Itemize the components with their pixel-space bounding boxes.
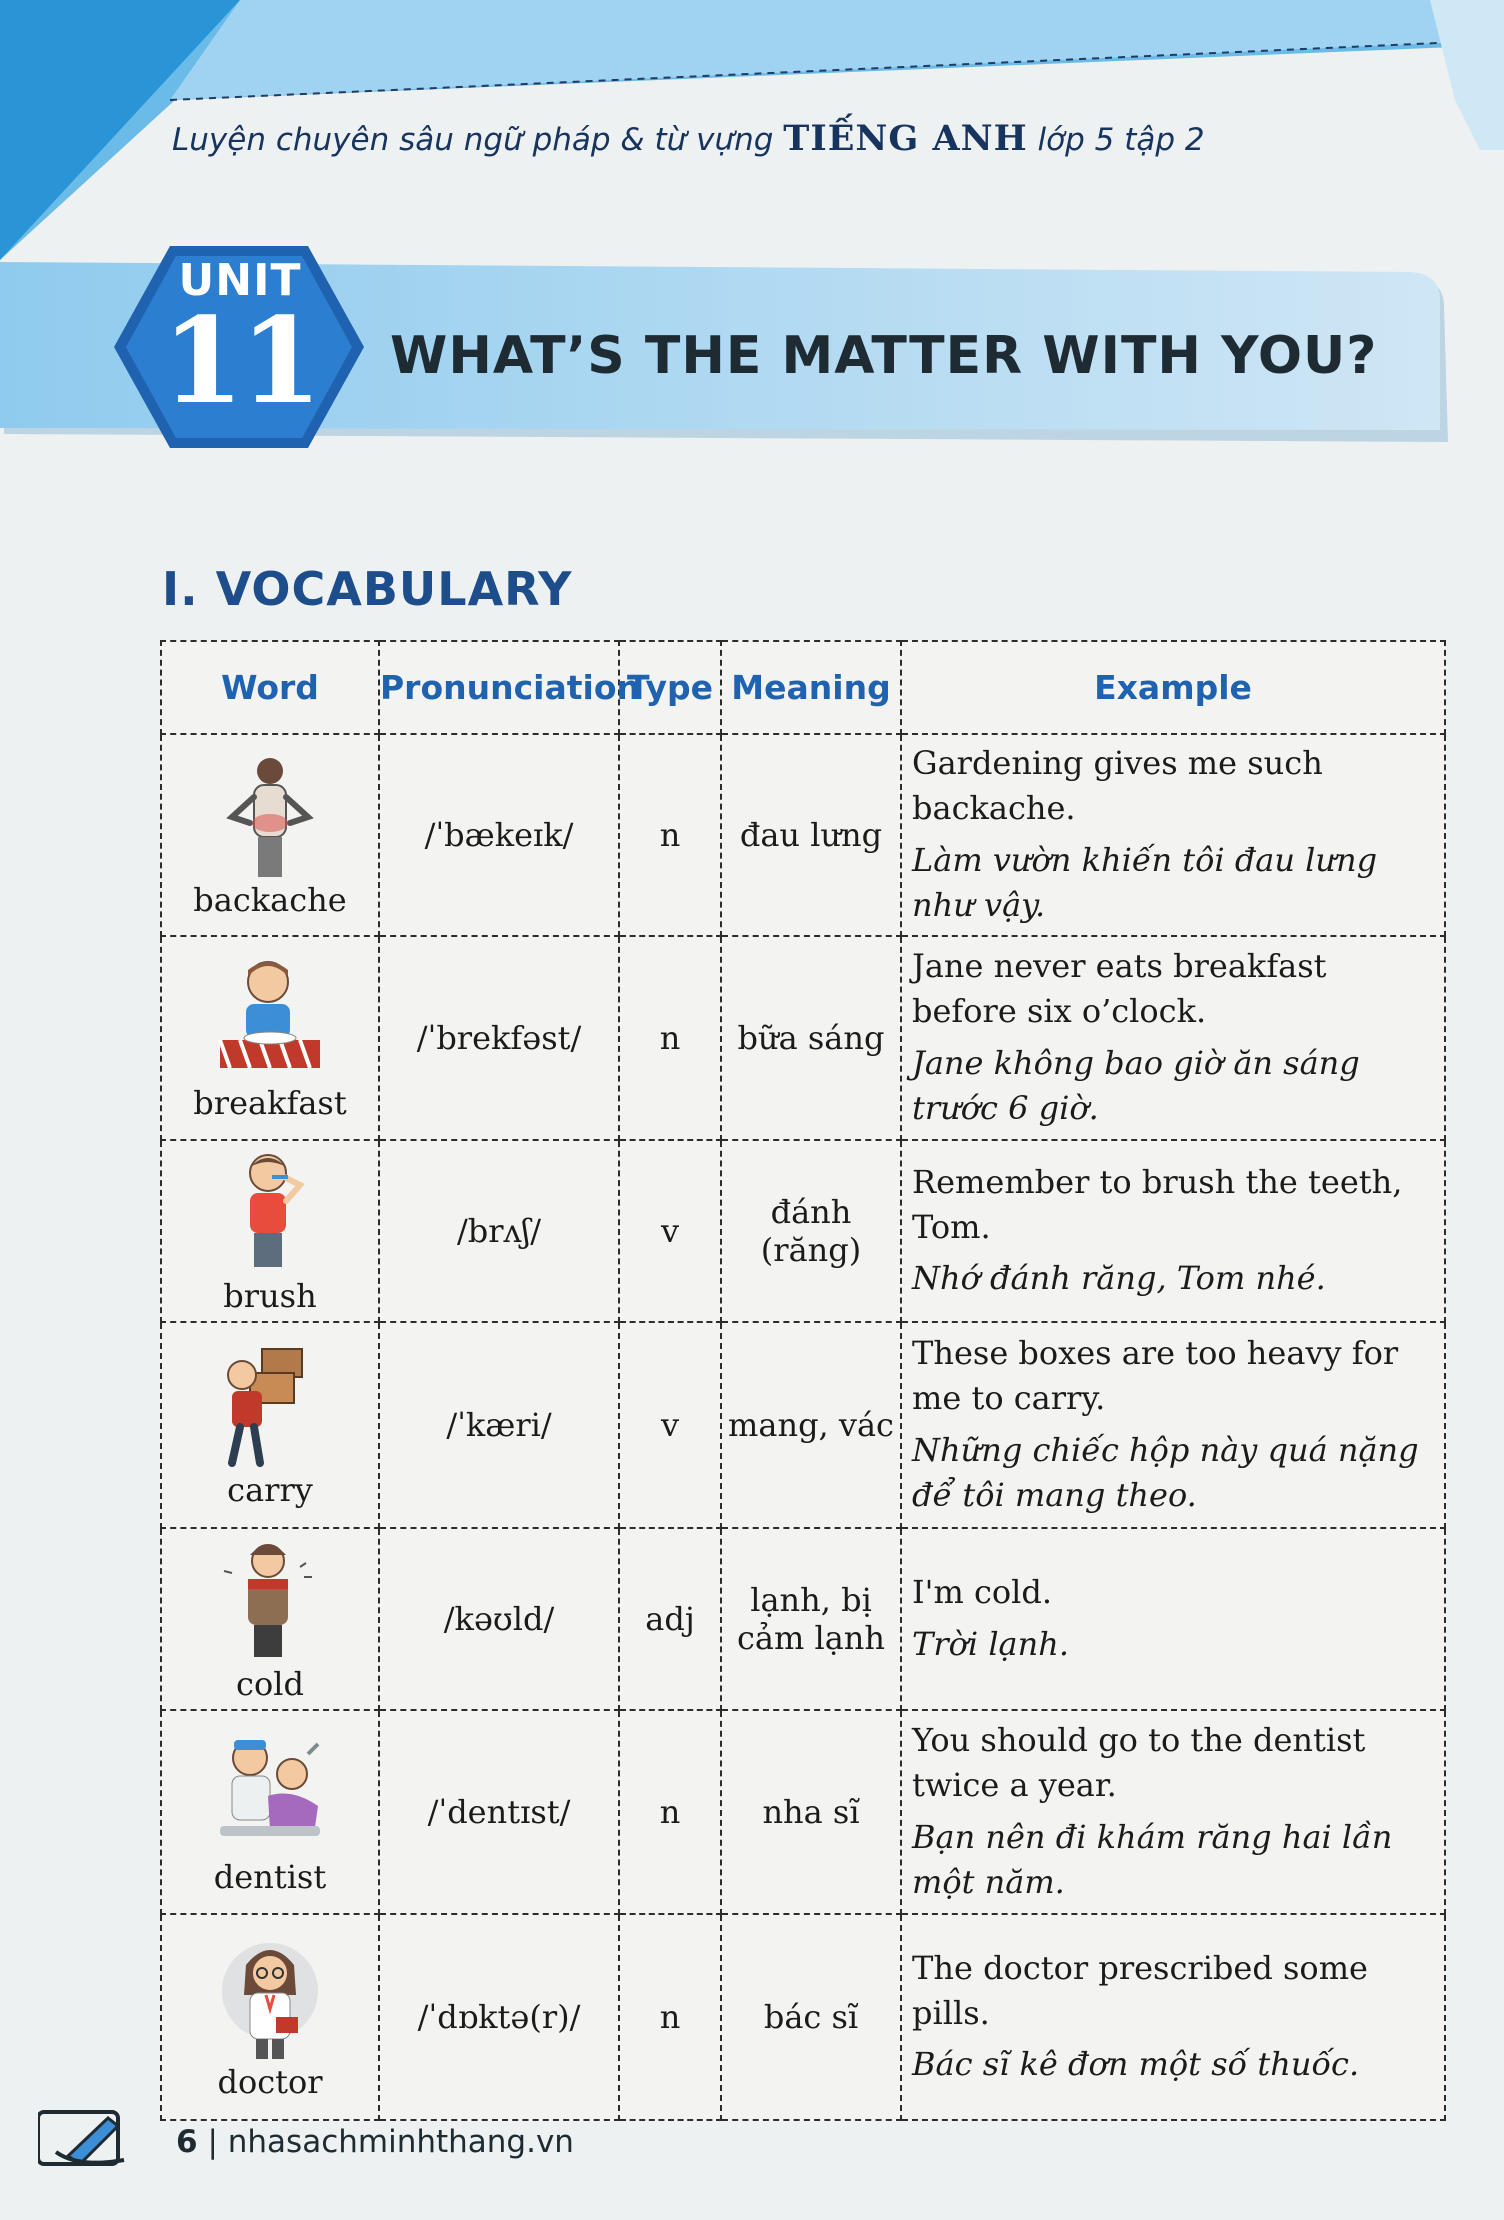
example-cell — [901, 1140, 1445, 1322]
example-cell — [901, 1322, 1445, 1528]
example-english: You should go to the dentist twice a year. — [912, 1720, 1366, 1805]
example-cell — [901, 1710, 1445, 1914]
pronunciation-cell: /ˈdɒktə(r)/ — [379, 1914, 619, 2120]
example-cell — [901, 734, 1445, 936]
table-row — [161, 1528, 1445, 1710]
meaning-cell: lạnh, bị cảm lạnh — [721, 1528, 901, 1710]
book-series-brand: TIẾNG ANH — [783, 118, 1028, 159]
example-english: Gardening gives me such backache. — [912, 744, 1323, 828]
table-header-row — [161, 641, 1445, 734]
vocabulary-table — [160, 640, 1446, 2121]
example-english: The doctor prescribed some pills. — [912, 1948, 1368, 2033]
unit-title: WHAT’S THE MATTER WITH YOU? — [390, 326, 1378, 386]
example-vietnamese: Trời lạnh. — [912, 1624, 1070, 1663]
meaning-cell: mang, vác — [721, 1322, 901, 1528]
word-label: brush — [223, 1276, 317, 1315]
pronunciation-cell: /ˈkæri/ — [379, 1322, 619, 1528]
example-english: Remember to brush the teeth, Tom. — [912, 1162, 1403, 1247]
table-row — [161, 1322, 1445, 1528]
type-cell: n — [619, 1914, 721, 2120]
example-cell — [901, 1914, 1445, 2120]
section-title: I. VOCABULARY — [162, 562, 573, 616]
example-cell — [901, 936, 1445, 1140]
example-english: I'm cold. — [912, 1573, 1053, 1612]
website-link[interactable]: nhasachminhthang.vn — [227, 2124, 574, 2160]
type-cell: n — [619, 936, 721, 1140]
meaning-cell: bác sĩ — [721, 1914, 901, 2120]
word-label: dentist — [213, 1857, 327, 1896]
doctor-illustration-icon — [210, 1935, 330, 2063]
example-english: These boxes are too heavy for me to carry. — [912, 1333, 1399, 1418]
example-vietnamese: Bạn nên đi khám răng hai lần một năm. — [912, 1817, 1393, 1902]
backache-illustration-icon — [210, 753, 330, 881]
pronunciation-cell: /ˈbækeɪk/ — [379, 734, 619, 936]
type-cell: adj — [619, 1528, 721, 1710]
word-label: breakfast — [193, 1083, 347, 1122]
column-header: Type — [619, 641, 721, 734]
table-row — [161, 1140, 1445, 1322]
book-series-title: Luyện chuyên sâu ngữ pháp & từ vựng TIẾNG ANH lớp 5 tập 2 — [172, 118, 1205, 159]
column-header: Word — [161, 641, 379, 734]
word-label: carry — [227, 1470, 313, 1509]
table-row — [161, 734, 1445, 936]
column-header: Example — [901, 641, 1445, 734]
type-cell: n — [619, 1710, 721, 1914]
example-vietnamese: Những chiếc hộp này quá nặng để tôi mang theo. — [912, 1430, 1419, 1515]
pronunciation-cell: /brʌʃ/ — [379, 1140, 619, 1322]
example-vietnamese: Bác sĩ kê đơn một số thuốc. — [912, 2045, 1360, 2084]
page-number: 6 — [176, 2124, 198, 2160]
type-cell: v — [619, 1140, 721, 1322]
example-cell — [901, 1528, 1445, 1710]
table-row — [161, 1914, 1445, 2120]
cold-illustration-icon — [210, 1537, 330, 1665]
example-vietnamese: Làm vườn khiến tôi đau lưng như vậy. — [912, 840, 1378, 925]
example-vietnamese: Nhớ đánh răng, Tom nhé. — [912, 1259, 1326, 1298]
unit-label: UNIT — [178, 255, 302, 306]
meaning-cell: bữa sáng — [721, 936, 901, 1140]
footer-text — [176, 2124, 574, 2160]
pronunciation-cell: /kəʊld/ — [379, 1528, 619, 1710]
table-row — [161, 936, 1445, 1140]
meaning-cell: đánh (răng) — [721, 1140, 901, 1322]
footer-separator: | — [207, 2124, 218, 2160]
pronunciation-cell: /ˈbrekfəst/ — [379, 936, 619, 1140]
word-label: cold — [236, 1664, 304, 1703]
word-label: doctor — [217, 2062, 323, 2101]
carry-illustration-icon — [210, 1343, 330, 1471]
table-row — [161, 1710, 1445, 1914]
brush-illustration-icon — [210, 1149, 330, 1277]
breakfast-illustration-icon — [210, 956, 330, 1084]
column-header: Pronunciation — [379, 641, 619, 734]
example-vietnamese: Jane không bao giờ ăn sáng trước 6 giờ. — [912, 1043, 1360, 1128]
pronunciation-cell: /ˈdentɪst/ — [379, 1710, 619, 1914]
word-label: backache — [193, 880, 347, 919]
type-cell: v — [619, 1322, 721, 1528]
type-cell: n — [619, 734, 721, 936]
example-english: Jane never eats breakfast before six o’clock. — [912, 946, 1327, 1031]
unit-number: 11 — [161, 291, 319, 430]
meaning-cell: đau lưng — [721, 734, 901, 936]
column-header: Meaning — [721, 641, 901, 734]
dentist-illustration-icon — [210, 1730, 330, 1858]
meaning-cell: nha sĩ — [721, 1710, 901, 1914]
